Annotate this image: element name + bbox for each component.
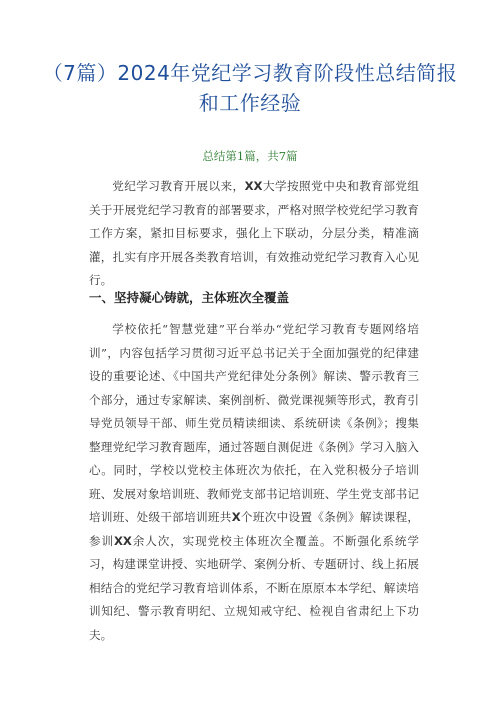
section-text-2: 个班次中设置《条例》解读课程，参训 [89, 510, 419, 548]
document-subtitle: 总结第1篇，共7篇 [202, 149, 298, 163]
intro-text-1: 党纪学习教育开展以来， [112, 179, 245, 193]
section-bold-1: X [231, 510, 241, 524]
intro-paragraph [89, 175, 419, 293]
section-paragraph [89, 318, 419, 647]
section-text-1: 学校依托“智慧党建”平台举办“党纪学习教育专题网络培训”，内容包括学习贯彻习近平总书记关于全面加强党的纪律建设的重要论述、《中国共产党纪律处分条例》解读、警示教育三个部分，通过专家解读、案例剖析、微党课视频等形式，教育引导党员领导干部、师生党员精读细读、系统研读《条例》；搜集整理党纪学习教育题库，通过答题自测促进《条例》学习入脑入心。同时，学校以党校主体班次为依托，在入党积极分子培训班、发展对象培训班、教师党支部书记培训班、学生党支部书记培训班、处级干部培训班共 [89, 322, 419, 524]
section-bold-2: XX [113, 533, 132, 548]
document-title: （7篇）2024年党纪学习教育阶段性总结简报和工作经验 [42, 61, 458, 115]
section-text-3: 余人次，实现党校主体班次全覆盖。不断强化系统学习，构建课堂讲授、实地研学、案例分析、专题研讨、线上拓展相结合的党纪学习教育培训体系，不断在原原本本学纪、解读培训知纪、警示教育明纪、立规知戒守纪、检视自省肃纪上下功夫。 [89, 533, 419, 642]
intro-bold-placeholder: XX [244, 179, 263, 193]
section-heading: 一、坚持凝心铸就，主体班次全覆盖 [89, 290, 290, 305]
intro-text-2: 大学按照党中央和教育部党组关于开展党纪学习教育的部署要求，严格对照学校党纪学习教育工作方案，紧扣目标要求，强化上下联动，分层分类，精准滴灌，扎实有序开展各类教育培训，有效推动党纪学习教育入心见行。 [89, 179, 419, 287]
